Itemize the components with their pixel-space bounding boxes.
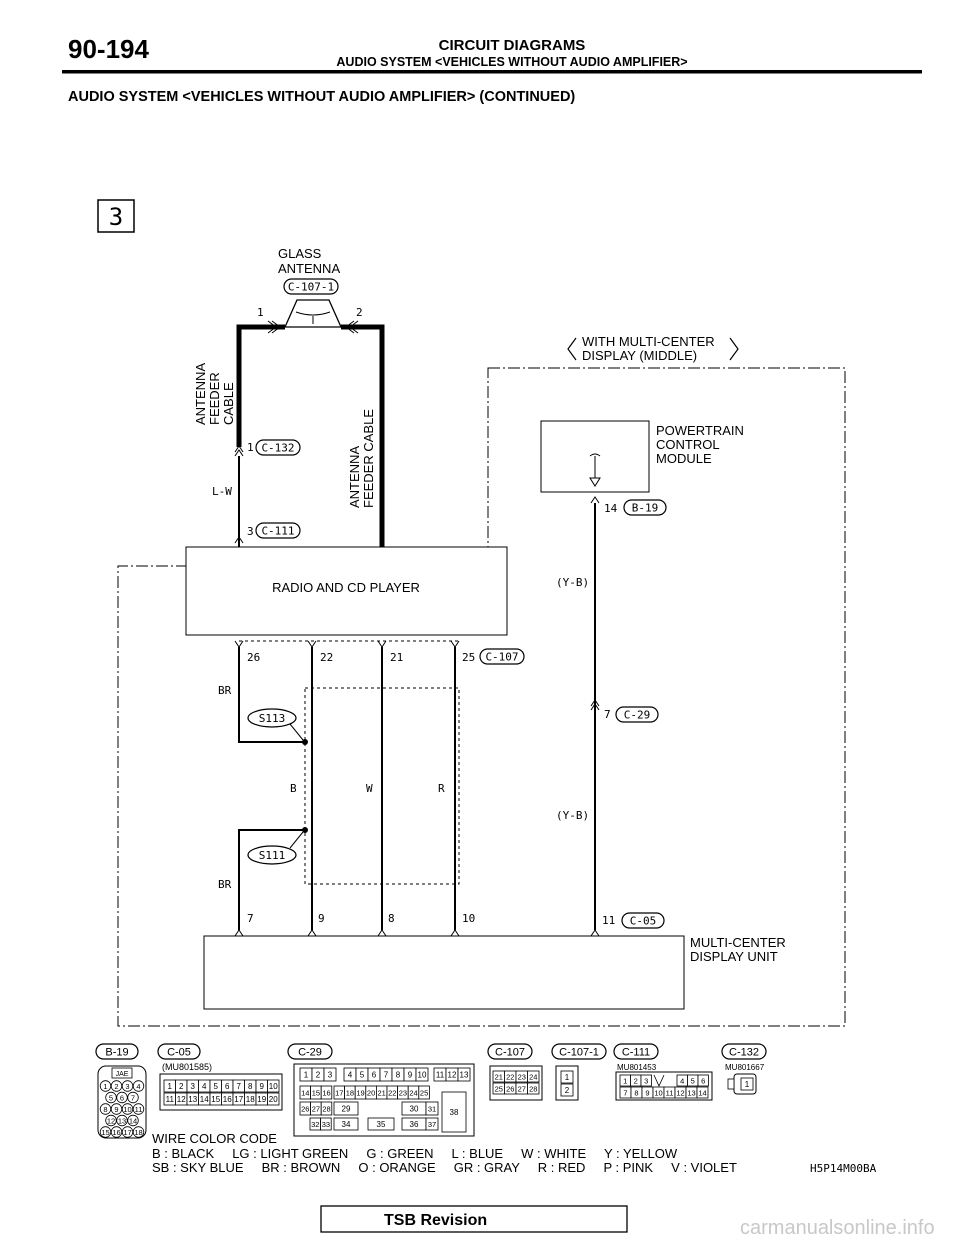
c132-terminal	[235, 446, 243, 456]
legend-b19-pin: 8	[103, 1104, 108, 1114]
legend-c132-pin: 1	[744, 1080, 750, 1090]
legend-c29-pin: 11	[435, 1070, 445, 1080]
glass-antenna-label-2: ANTENNA	[278, 261, 341, 276]
legend-c29-pin: 36	[409, 1120, 419, 1130]
legend-c29-pin: 4	[347, 1070, 353, 1080]
legend-c107-tag-text: C-107	[495, 1046, 525, 1059]
legend-c29-pin: 5	[359, 1070, 365, 1080]
legend-c29-pin: 25	[419, 1088, 429, 1098]
legend-c29-pin: 29	[341, 1104, 351, 1114]
legend-c111-pin: 3	[644, 1076, 649, 1086]
legend-c29-pin: 21	[377, 1088, 386, 1098]
pcm-label-2: CONTROL	[656, 437, 720, 452]
legend-b19-pin: 14	[128, 1116, 138, 1126]
legend-b19-pin: 2	[114, 1081, 119, 1091]
legend-c29-pin: 7	[383, 1070, 389, 1080]
legend-c05-pin: 3	[190, 1082, 195, 1092]
splice-s111-leader	[290, 832, 303, 848]
mcdu-pin-9: 9	[318, 912, 325, 925]
glass-antenna-label-1: GLASS	[278, 246, 322, 261]
legend-c111-pin: 14	[698, 1088, 707, 1098]
mcdu-pin-7: 7	[247, 912, 254, 925]
wire-l-w-label: L-W	[212, 485, 232, 498]
legend-c29-pin: 27	[311, 1104, 321, 1114]
legend-c132-tag-text: C-132	[729, 1046, 759, 1059]
legend-c111-pin: 5	[690, 1076, 695, 1086]
radio-terminals	[235, 641, 459, 647]
legend-c05-pin: 8	[248, 1082, 253, 1092]
legend-c29-pin: 24	[409, 1088, 418, 1098]
wire-br-label-2: BR	[218, 878, 232, 891]
legend-c132-latch	[728, 1079, 734, 1089]
option-bracket-left	[568, 338, 576, 360]
feeder-left-label-1: ANTENNA	[193, 362, 208, 425]
legend-c107-1-pin: 2	[564, 1086, 570, 1096]
legend-c05-pin: 4	[202, 1082, 207, 1092]
legend-c29-pin: 22	[388, 1088, 397, 1098]
c111-pin: 3	[247, 525, 254, 538]
legend-c111-pin: 8	[634, 1088, 639, 1098]
legend-c05-part: (MU801585)	[162, 1062, 213, 1072]
legend-b19-tag-text: B-19	[105, 1046, 129, 1059]
legend-c05-pin: 17	[234, 1095, 244, 1105]
legend-c05-pin: 6	[225, 1082, 230, 1092]
wire-color-code-line2: SB : SKY BLUE BR : BROWN O : ORANGE GR : GRAY R : RED P : PINK V : VIOLET	[152, 1160, 737, 1175]
legend-c107-pin: 28	[529, 1084, 538, 1094]
legend-c05-pin: 19	[257, 1095, 267, 1105]
legend-c29-pin: 23	[398, 1088, 408, 1098]
legend-c29-pin: 30	[409, 1104, 419, 1114]
legend-b19-pin: 18	[134, 1127, 143, 1137]
splice-s113-text: S113	[258, 712, 286, 725]
legend-c29-pin: 9	[407, 1070, 413, 1080]
radio-pin-21: 21	[390, 651, 404, 664]
mcdu-box	[204, 936, 684, 1009]
mcdu-pin-11: 11	[602, 914, 616, 927]
legend-c29-pin: 32	[311, 1120, 320, 1130]
legend-c29-pin: 18	[345, 1088, 355, 1098]
feeder-left-label-2: FEEDER	[207, 372, 222, 425]
legend-c111-tag-text: C-111	[621, 1046, 651, 1059]
figure-code: H5P14M00BA	[810, 1162, 877, 1175]
mcdu-terminals	[235, 930, 599, 936]
radio-label: RADIO AND CD PLAYER	[272, 580, 420, 595]
legend-c111-pin: 10	[654, 1088, 663, 1098]
legend-c107-pin: 22	[506, 1072, 515, 1082]
legend-c05-pin: 2	[179, 1082, 184, 1092]
legend-c29-pin: 37	[427, 1120, 437, 1130]
legend-b19-pin: 10	[123, 1104, 132, 1114]
option-note-line2: DISPLAY (MIDDLE)	[582, 348, 698, 363]
legend-b19-pin: 9	[114, 1104, 119, 1114]
legend-c29-pin: 31	[427, 1104, 437, 1114]
legend-b19-pin: 5	[108, 1093, 114, 1103]
connector-tag-b19-text: B-19	[631, 501, 659, 515]
legend-c29-pin: 28	[322, 1104, 331, 1114]
legend-c29-pin: 34	[341, 1120, 351, 1130]
wire-r-label: R	[438, 782, 445, 795]
legend-c29-tag-text: C-29	[298, 1046, 322, 1059]
mcdu-label-2: DISPLAY UNIT	[690, 949, 778, 964]
legend-c111-pin: 4	[680, 1076, 685, 1086]
legend-c05-pin: 7	[236, 1082, 241, 1092]
legend-c05-pin: 12	[176, 1095, 186, 1105]
legend-c107-1-pin: 1	[564, 1073, 570, 1083]
wire-w-label: W	[366, 782, 373, 795]
pcm-label-3: MODULE	[656, 451, 712, 466]
legend-c107-pin: 23	[517, 1072, 526, 1082]
radio-pin-26: 26	[247, 651, 261, 664]
mcdu-pin-8: 8	[388, 912, 395, 925]
legend-c29-pin: 15	[311, 1088, 321, 1098]
watermark: carmanualsonline.info	[740, 1217, 935, 1239]
legend-c111-pin: 2	[633, 1076, 638, 1086]
legend-c111-pin: 13	[687, 1088, 696, 1098]
feeder-left-label-3: CABLE	[221, 382, 236, 425]
legend-c05-pin: 16	[222, 1095, 232, 1105]
legend-c111-pin: 1	[623, 1076, 628, 1086]
legend-b19-pin: 15	[101, 1127, 110, 1137]
option-note-line1: WITH MULTI-CENTER	[582, 334, 715, 349]
tsb-revision: TSB Revision	[384, 1212, 488, 1229]
feeder-right-label-1: ANTENNA	[347, 445, 362, 508]
legend-c29-pin: 16	[322, 1088, 331, 1098]
legend-c29-pin: 17	[335, 1088, 344, 1098]
connector-legend	[96, 1044, 766, 1138]
legend-c107-pin: 26	[506, 1084, 515, 1094]
connector-tag-c107-text: C-107	[485, 650, 519, 664]
legend-c05-pin: 14	[199, 1095, 209, 1105]
legend-c132-part: MU801667	[725, 1063, 765, 1072]
wire-y-b-label-1: (Y-B)	[556, 576, 590, 589]
legend-b19-pin: 17	[123, 1127, 132, 1137]
connector-tag-c111-text: C-111	[261, 524, 295, 538]
legend-c29-pin: 10	[417, 1070, 427, 1080]
legend-c29-pin: 8	[395, 1070, 401, 1080]
radio-pin-25: 25	[462, 651, 476, 664]
legend-c05-pin: 9	[259, 1082, 264, 1092]
legend-c111-pin: 9	[645, 1088, 650, 1098]
page-number: 90-194	[68, 34, 149, 64]
option-bracket-right	[730, 338, 738, 360]
legend-c29-pin: 3	[327, 1070, 333, 1080]
legend-c29-pin: 38	[449, 1108, 459, 1118]
legend-c29-pin: 6	[371, 1070, 377, 1080]
legend-c29-pin: 12	[447, 1070, 457, 1080]
splice-s111-text: S111	[258, 849, 286, 862]
legend-c05-pin: 11	[165, 1095, 174, 1105]
legend-b19-label: JAE	[115, 1071, 129, 1078]
legend-c111-pin: 6	[701, 1076, 706, 1086]
c29-pin: 7	[604, 708, 611, 721]
legend-b19-pin: 1	[103, 1081, 108, 1091]
pcm-label-1: POWERTRAIN	[656, 423, 744, 438]
legend-c29-pin: 1	[303, 1070, 309, 1080]
header-rule	[62, 70, 922, 74]
legend-c111-pin: 7	[623, 1088, 628, 1098]
legend-b19-pin: 6	[119, 1093, 125, 1103]
wire-color-code-line1: B : BLACK LG : LIGHT GREEN G : GREEN L : BLUE W : WHITE Y : YELLOW	[152, 1146, 678, 1161]
legend-c107-pin: 24	[529, 1072, 538, 1082]
wire-color-code-title: WIRE COLOR CODE	[152, 1131, 277, 1146]
antenna-pin-1: 1	[257, 306, 264, 319]
feeder-cable-left	[239, 327, 285, 447]
legend-c29-pin: 14	[301, 1088, 310, 1098]
legend-c05-pin: 15	[211, 1095, 221, 1105]
sheet-number: 3	[108, 203, 124, 231]
legend-c111-part: MU801453	[617, 1063, 657, 1072]
legend-c111-pin: 11	[665, 1088, 674, 1098]
legend-c29-pin: 13	[459, 1070, 469, 1080]
wire-y-b-label-2: (Y-B)	[556, 809, 590, 822]
legend-c107-pin: 25	[494, 1084, 503, 1094]
legend-c107-pin: 21	[494, 1072, 503, 1082]
section-title: CIRCUIT DIAGRAMS	[438, 37, 586, 54]
legend-c111-pin: 12	[676, 1088, 685, 1098]
legend-b19-pin: 3	[125, 1081, 130, 1091]
legend-c05-pin: 1	[167, 1082, 172, 1092]
antenna-pin-2: 2	[356, 306, 363, 319]
option-boundary	[118, 368, 845, 1026]
legend-b19-pin: 16	[112, 1127, 121, 1137]
legend-c29-pin: 19	[356, 1088, 365, 1098]
connector-tag-c05-text: C-05	[629, 914, 657, 928]
c132-pin: 1	[247, 441, 254, 454]
legend-c29-pin: 26	[301, 1104, 310, 1114]
legend-b19-pin: 4	[136, 1081, 141, 1091]
connector-tag-c29-text: C-29	[623, 708, 651, 722]
radio-pin-22: 22	[320, 651, 334, 664]
legend-c05-pin: 18	[245, 1095, 255, 1105]
legend-c29-pin: 33	[321, 1120, 331, 1130]
diagram-title: AUDIO SYSTEM <VEHICLES WITHOUT AUDIO AMPLIFIER> (CONTINUED)	[68, 89, 576, 105]
wire-b-label: B	[290, 782, 297, 795]
legend-b19-pin: 12	[106, 1116, 116, 1126]
legend-c05-pin: 13	[188, 1095, 198, 1105]
legend-c29-pin: 2	[315, 1070, 321, 1080]
legend-c05-pin: 10	[268, 1082, 278, 1092]
legend-c107-pin: 27	[517, 1084, 526, 1094]
mcdu-pin-10: 10	[462, 912, 476, 925]
mcdu-label-1: MULTI-CENTER	[690, 935, 786, 950]
legend-c29-pin: 20	[366, 1088, 376, 1098]
legend-c05-pin: 5	[213, 1082, 218, 1092]
pcm-pin-14: 14	[604, 502, 618, 515]
legend-c29-pin: 35	[376, 1120, 386, 1130]
splice-s113-leader	[290, 724, 303, 740]
feeder-right-label-2: FEEDER CABLE	[361, 409, 376, 508]
wire-br-label-1: BR	[218, 684, 232, 697]
legend-c107-1-tag-text: C-107-1	[559, 1046, 599, 1059]
legend-b19-pin: 13	[117, 1116, 127, 1126]
legend-c05-pin: 20	[268, 1095, 278, 1105]
legend-b19-pin: 11	[134, 1104, 143, 1114]
connector-tag-c107-1-text: C-107-1	[287, 280, 335, 294]
section-subtitle: AUDIO SYSTEM <VEHICLES WITHOUT AUDIO AMPLIFIER>	[336, 55, 688, 69]
connector-tag-c132-text: C-132	[261, 441, 295, 455]
pcm-terminal	[591, 497, 599, 503]
legend-c05-tag-text: C-05	[167, 1046, 191, 1059]
legend-b19-pin: 7	[130, 1093, 136, 1103]
